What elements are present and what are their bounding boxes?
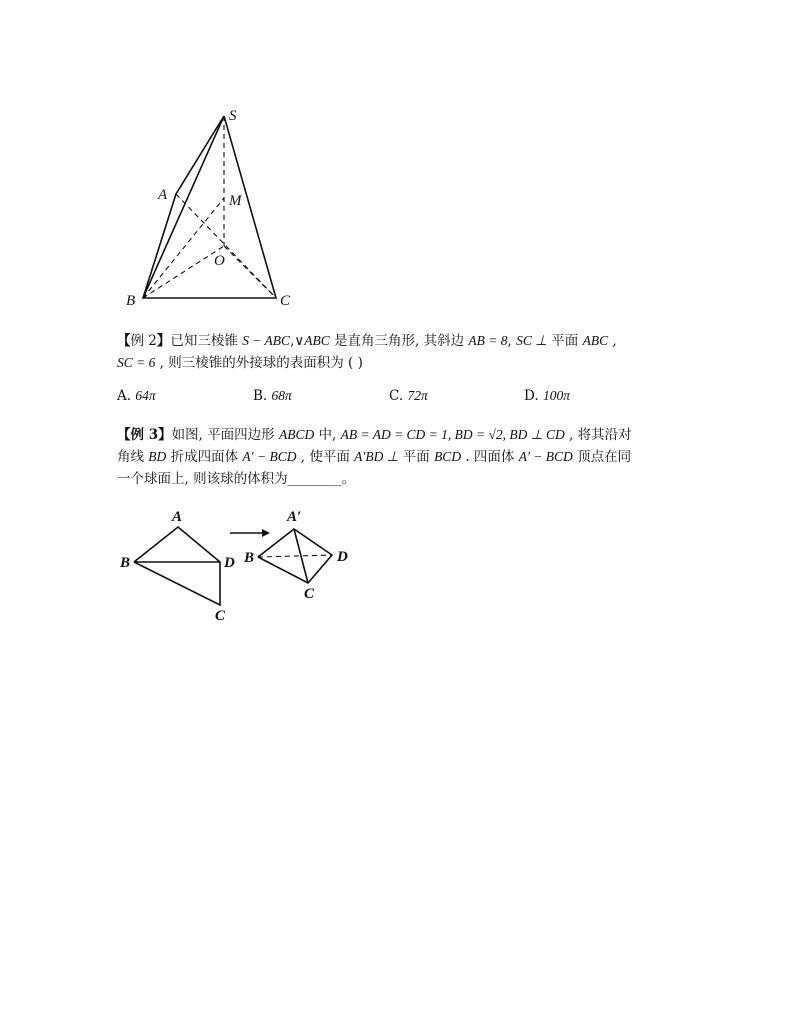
math-run: S − ABC <box>242 333 291 348</box>
text-run: . 四面体 <box>461 449 519 465</box>
choice-letter: D. <box>524 388 543 404</box>
math-run: SC ⊥ <box>516 333 548 348</box>
label-C: C <box>280 293 291 309</box>
math-run: A′BD ⊥ <box>354 449 399 464</box>
choice-a <box>117 388 156 404</box>
text-run: , 使平面 <box>296 449 355 465</box>
dash-B-M <box>143 198 224 298</box>
math-run: ABCD <box>278 427 315 442</box>
text-run: 顶点在同 <box>572 449 632 465</box>
example-3-tag: 例 3 <box>130 427 159 443</box>
choice-letter: C. <box>389 388 408 404</box>
example-3-line-3 <box>117 468 677 490</box>
choice-value: 72π <box>407 388 428 403</box>
example-2-tag: 例 2 <box>130 333 157 349</box>
choice-value: 68π <box>271 388 292 403</box>
math-run: A′ − BCD <box>242 449 297 464</box>
label-B: B <box>126 293 136 309</box>
choice-b <box>253 388 292 404</box>
example-3-tag-open: 【 <box>117 427 131 443</box>
text-run: , <box>608 333 617 349</box>
choice-value: 64π <box>135 388 156 403</box>
text-run: 平面 <box>547 333 583 349</box>
math-run: BCD <box>434 449 462 464</box>
example-3-tag-close: 】 <box>158 427 172 443</box>
math-run: BD <box>148 449 167 464</box>
left-quad-edges <box>134 527 220 605</box>
example-2-tag-open: 【 <box>117 333 131 349</box>
text-run: 折成四面体 <box>166 449 243 465</box>
label-A: A <box>158 187 168 203</box>
choice-letter: B. <box>253 388 272 404</box>
text-run: 已知三棱锥 <box>170 333 243 349</box>
right-label-B: B <box>244 550 255 566</box>
choice-letter: A. <box>117 388 136 404</box>
text-run: , 将其沿对 <box>564 427 632 443</box>
left-label-A: A <box>172 509 183 525</box>
choice-c <box>389 388 428 404</box>
example-2-text <box>117 330 677 374</box>
left-label-C: C <box>215 608 226 624</box>
label-O: O <box>214 253 225 269</box>
pyramid-figure <box>116 100 316 315</box>
text-run: 。 <box>341 471 356 487</box>
choice-d <box>524 388 570 404</box>
right-label-A: A′ <box>287 509 302 525</box>
example-3-line-2 <box>117 446 677 468</box>
example-2-line-2 <box>117 352 677 374</box>
right-label-D: D <box>337 549 348 565</box>
math-run: AB = AD = CD = 1, BD = √2, BD ⊥ CD <box>340 427 565 442</box>
text-run: 中, <box>314 427 341 443</box>
math-run: ABC <box>582 333 609 348</box>
text-run: , 则三棱锥的外接球的表面积为 ( ) <box>155 355 363 371</box>
label-S: S <box>229 108 237 124</box>
answer-blank: ________ <box>287 471 342 487</box>
text-run: ,∨ <box>290 333 305 349</box>
dash-B-D <box>258 555 332 557</box>
math-run: SC = 6 <box>117 355 156 370</box>
math-run: A′ − BCD <box>518 449 573 464</box>
fold-arrow-head <box>262 529 270 537</box>
example-3-line-1 <box>117 424 677 446</box>
right-label-C: C <box>304 586 315 602</box>
text-run: , <box>507 333 517 349</box>
text-run: 平面 <box>398 449 435 465</box>
math-run: AB = 8 <box>468 333 508 348</box>
fold-figure <box>112 505 372 625</box>
math-run: ABC <box>304 333 330 348</box>
left-label-D: D <box>224 555 235 571</box>
edge-lines <box>143 116 276 298</box>
example-2-tag-close: 】 <box>156 333 171 349</box>
text-run: 是直角三角形, 其斜边 <box>329 333 469 349</box>
example-3-text <box>117 424 677 490</box>
text-run: 如图, 平面四边形 <box>171 427 279 443</box>
example-2-line-1 <box>117 330 677 352</box>
left-label-B: B <box>120 555 131 571</box>
label-M: M <box>229 193 242 209</box>
text-run: 角线 <box>117 449 149 465</box>
choice-value: 100π <box>542 388 570 403</box>
text-run: 一个球面上, 则该球的体积为 <box>117 471 288 487</box>
